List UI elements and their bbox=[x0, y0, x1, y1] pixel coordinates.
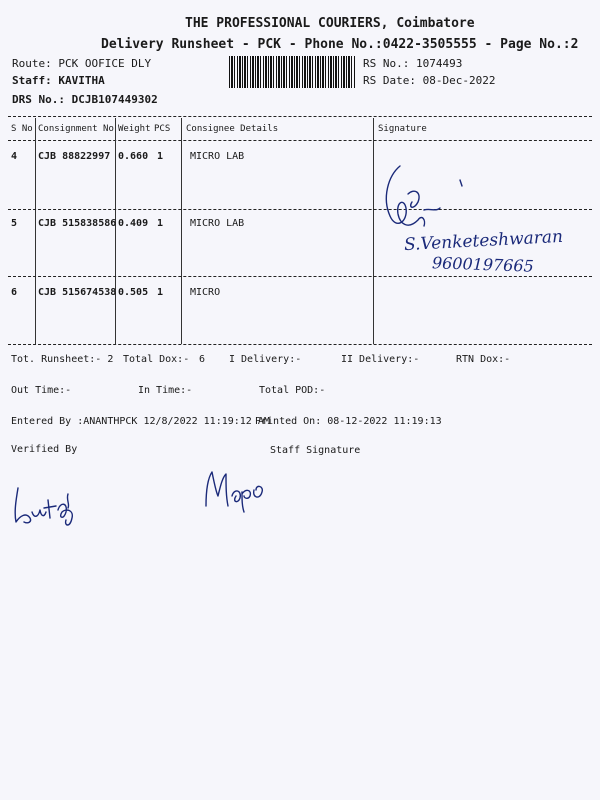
total-dox-value: 6 bbox=[199, 354, 206, 365]
rs-date: RS Date: 08-Dec-2022 bbox=[363, 74, 496, 87]
row-divider bbox=[8, 276, 592, 277]
staff-signature-label: Staff Signature bbox=[270, 445, 361, 456]
row-weight: 0.660 bbox=[118, 151, 149, 162]
col-header-pcs: PCS bbox=[154, 124, 171, 134]
row-consignment-no: CJB 515838586 bbox=[38, 218, 117, 229]
col-header-consignment: Consignment No bbox=[38, 124, 114, 134]
row-sno: 6 bbox=[11, 287, 18, 298]
col-header-consignee: Consignee Details bbox=[186, 124, 279, 134]
table-bottom-divider bbox=[8, 344, 592, 345]
route-label: Route: PCK OOFICE DLY bbox=[12, 57, 152, 70]
row-sno: 4 bbox=[11, 151, 18, 162]
row-pcs: 1 bbox=[157, 151, 164, 162]
entered-by: Entered By :ANANTHPCK 12/8/2022 11:19:12 AM bbox=[11, 416, 270, 427]
column-line bbox=[181, 118, 182, 344]
col-header-signature: Signature bbox=[378, 124, 427, 134]
row-divider bbox=[8, 209, 592, 210]
row-weight: 0.409 bbox=[118, 218, 149, 229]
rtn-dox: RTN Dox:- bbox=[456, 354, 511, 365]
header-divider bbox=[8, 140, 592, 141]
out-time: Out Time:- bbox=[11, 385, 72, 396]
ii-delivery: II Delivery:- bbox=[341, 354, 420, 365]
printed-on: Printed On: 08-12-2022 11:19:13 bbox=[255, 416, 442, 427]
staff-label: Staff: KAVITHA bbox=[12, 74, 105, 87]
row-consignee: MICRO bbox=[190, 287, 221, 298]
barcode bbox=[229, 56, 356, 88]
row-pcs: 1 bbox=[157, 287, 164, 298]
row-consignment-no: CJB 88822997 bbox=[38, 151, 111, 162]
rs-number: RS No.: 1074493 bbox=[363, 57, 463, 70]
column-line bbox=[373, 118, 374, 344]
page-title: THE PROFESSIONAL COURIERS, Coimbatore bbox=[185, 16, 475, 31]
i-delivery: I Delivery:- bbox=[229, 354, 302, 365]
table-top-divider bbox=[8, 116, 592, 117]
row-sno: 5 bbox=[11, 218, 18, 229]
drs-number: DRS No.: DCJB107449302 bbox=[12, 93, 158, 106]
staff-signature-icon bbox=[198, 466, 270, 516]
row-weight: 0.505 bbox=[118, 287, 149, 298]
verified-by-label: Verified By bbox=[11, 444, 78, 455]
verifier-signature-icon bbox=[8, 482, 88, 528]
col-header-weight: Weight bbox=[118, 124, 151, 134]
row-consignee: MICRO LAB bbox=[190, 218, 245, 229]
in-time: In Time:- bbox=[138, 385, 193, 396]
total-pod: Total POD:- bbox=[259, 385, 326, 396]
page-subtitle: Delivery Runsheet - PCK - Phone No.:0422-3505555 - Page No.:2 bbox=[101, 37, 579, 52]
column-line bbox=[115, 118, 116, 344]
column-line bbox=[35, 118, 36, 344]
tot-runsheet: Tot. Runsheet:- 2 bbox=[11, 354, 114, 365]
row-consignment-no: CJB 515674538 bbox=[38, 287, 117, 298]
col-header-sno: S No bbox=[11, 124, 33, 134]
total-dox-label: Total Dox:- bbox=[123, 354, 190, 365]
row-consignee: MICRO LAB bbox=[190, 151, 245, 162]
receiver-phone: 9600197665 bbox=[431, 253, 535, 276]
row-pcs: 1 bbox=[157, 218, 164, 229]
receiver-name: S.Venketeshwaran bbox=[403, 226, 564, 256]
